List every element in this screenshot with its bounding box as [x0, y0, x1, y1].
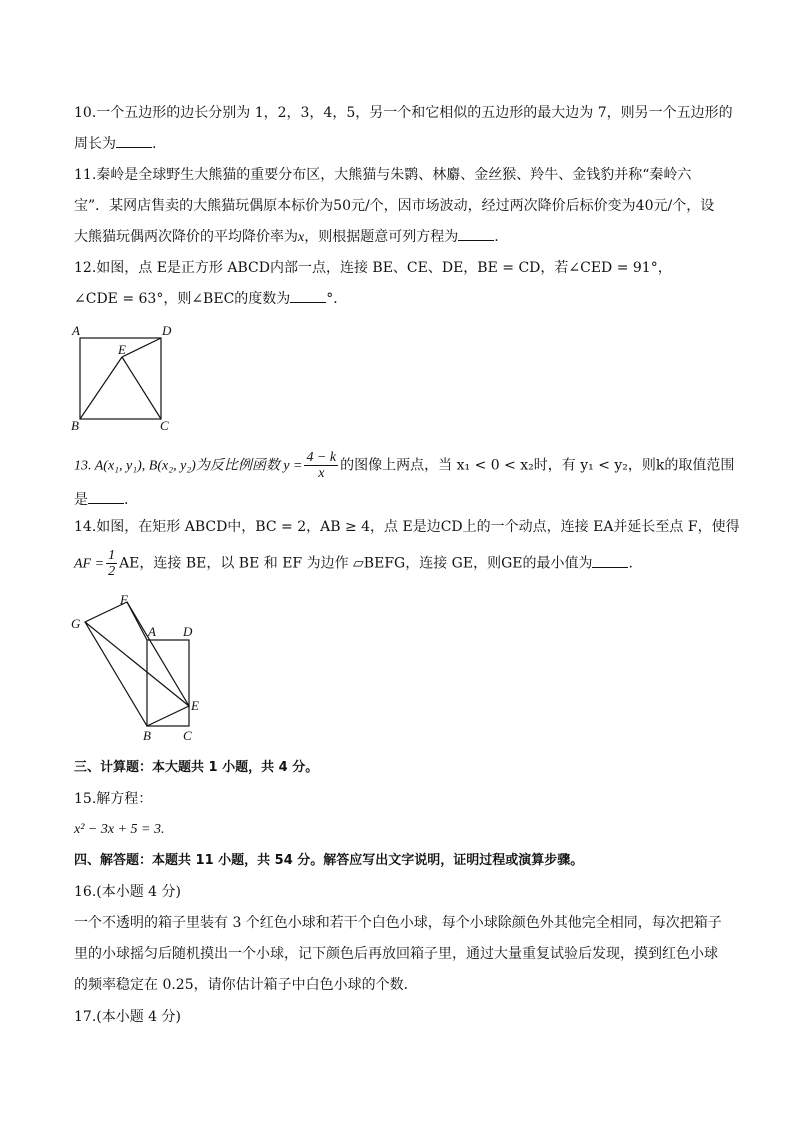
q12-line2-a: ∠CDE = 63°，则∠BEC的度数为	[74, 291, 291, 307]
answer-blank	[88, 491, 124, 504]
q11-line3-a: 大熊猫玩偶两次降价的平均降价率为	[74, 229, 298, 245]
q14-line2-end: .	[628, 555, 633, 572]
q13-line2-text: 是	[74, 492, 88, 508]
label-b: B	[71, 418, 79, 432]
q11-var-x: x	[298, 230, 305, 245]
q10-line2-end: .	[152, 136, 157, 152]
segment-af	[127, 602, 147, 640]
q12-line1: 12.如图，点 E是正方形 ABCD内部一点，连接 BE、CE、DE，BE = CD，若∠CED = 91°，	[74, 260, 672, 276]
q13-fraction	[304, 450, 338, 481]
label-e: E	[118, 342, 126, 357]
label-c: C	[160, 418, 169, 432]
q16-header: 16.(本小题 4 分)	[74, 884, 181, 900]
answer-blank	[290, 290, 326, 303]
q14-line2-a: AF =	[74, 556, 105, 572]
q11-line3-b: ，则根据题意可列方程为	[304, 229, 459, 245]
q14-rectangle-figure	[66, 590, 216, 742]
q13-frac-num: 4 − k	[306, 450, 337, 465]
q11-line3	[74, 227, 499, 248]
q10-line2-text: 周长为	[74, 136, 116, 152]
q16-line3: 的频率稳定在 0.25，请你估计箱子中白色小球的个数．	[74, 977, 418, 993]
q14-line2	[74, 548, 633, 580]
q13-frac-den: x	[318, 466, 325, 481]
label-e: E	[191, 698, 199, 713]
label-b: B	[143, 728, 151, 742]
q11-line2: 宝”．某网店售卖的大熊猫玩偶原本标价为50元/个，因市场波动，经过两次降价后标价变为40元/个，设	[74, 198, 715, 214]
q16-line1: 一个不透明的箱子里装有 3 个红色小球和若干个白色小球，每个小球除颜色外其他完全相同，每次把箱子	[74, 915, 722, 931]
label-d: D	[162, 323, 172, 338]
label-g: G	[71, 616, 81, 631]
q12-line2-end: °．	[326, 291, 348, 307]
section4-title: 四、解答题：本题共 11 小题，共 54 分。解答应写出文字说明，证明过程或演算步骤。	[74, 853, 584, 868]
q14-line1: 14.如图，在矩形 ABCD中，BC = 2，AB ≥ 4，点 E是边CD上的一个动点，连接 EA并延长至点 F，使得	[74, 519, 740, 535]
q14-frac-den: 2	[108, 564, 116, 579]
q12-square-figure	[66, 320, 186, 432]
q15-equation: x² − 3x + 5 = 3.	[74, 822, 165, 837]
q14-fraction	[106, 548, 117, 579]
segment-ce	[122, 357, 161, 419]
answer-blank	[592, 555, 628, 568]
rectangle-abcd	[147, 640, 189, 726]
label-a: A	[148, 624, 156, 639]
q13-line1	[74, 450, 734, 482]
q15-line1: 15.解方程：	[74, 791, 153, 807]
q13-line1-b: 的图像上两点，当 x₁ < 0 < x₂时，有 y₁ < y₂，则k的取值范围	[340, 457, 735, 474]
answer-blank	[458, 228, 494, 241]
q14-line2-b: AE，连接 BE，以 BE 和 EF 为边作 ▱BEFG，连接 GE，则GE的最小值为	[119, 555, 593, 572]
label-a: A	[72, 323, 80, 338]
label-d: D	[183, 624, 193, 639]
q10-line1: 10.一个五边形的边长分别为 1，2，3，4，5，另一个和它相似的五边形的最大边为 7，则另一个五边形的	[74, 105, 733, 121]
label-c: C	[183, 728, 192, 742]
label-f: F	[120, 592, 128, 607]
q11-line3-end: .	[494, 229, 499, 245]
q12-line2	[74, 289, 347, 309]
segment-be	[80, 357, 122, 419]
segment-de	[122, 338, 161, 357]
answer-blank	[116, 135, 152, 148]
q14-frac-num: 1	[108, 548, 116, 563]
q10-line2	[74, 134, 156, 154]
q16-line2: 里的小球摇匀后随机摸出一个小球，记下颜色后再放回箱子里，通过大量重复试验后发现，摸到红色小球	[74, 946, 718, 962]
q17-header: 17.(本小题 4 分)	[74, 1009, 181, 1025]
q13-line2-end: .	[124, 492, 129, 508]
segment-ge	[85, 622, 189, 706]
q13-line2	[74, 490, 128, 510]
section3-title: 三、计算题：本大题共 1 小题，共 4 分。	[74, 760, 319, 775]
q11-line1: 11.秦岭是全球野生大熊猫的重要分布区，大熊猫与朱鹮、林麝、金丝猴、羚牛、金钱豹并称“秦岭六	[74, 167, 692, 183]
q13-line1-a: 13. A(x₁, y₁), B(x₂, y₂)为反比例函数 y =	[74, 458, 303, 474]
